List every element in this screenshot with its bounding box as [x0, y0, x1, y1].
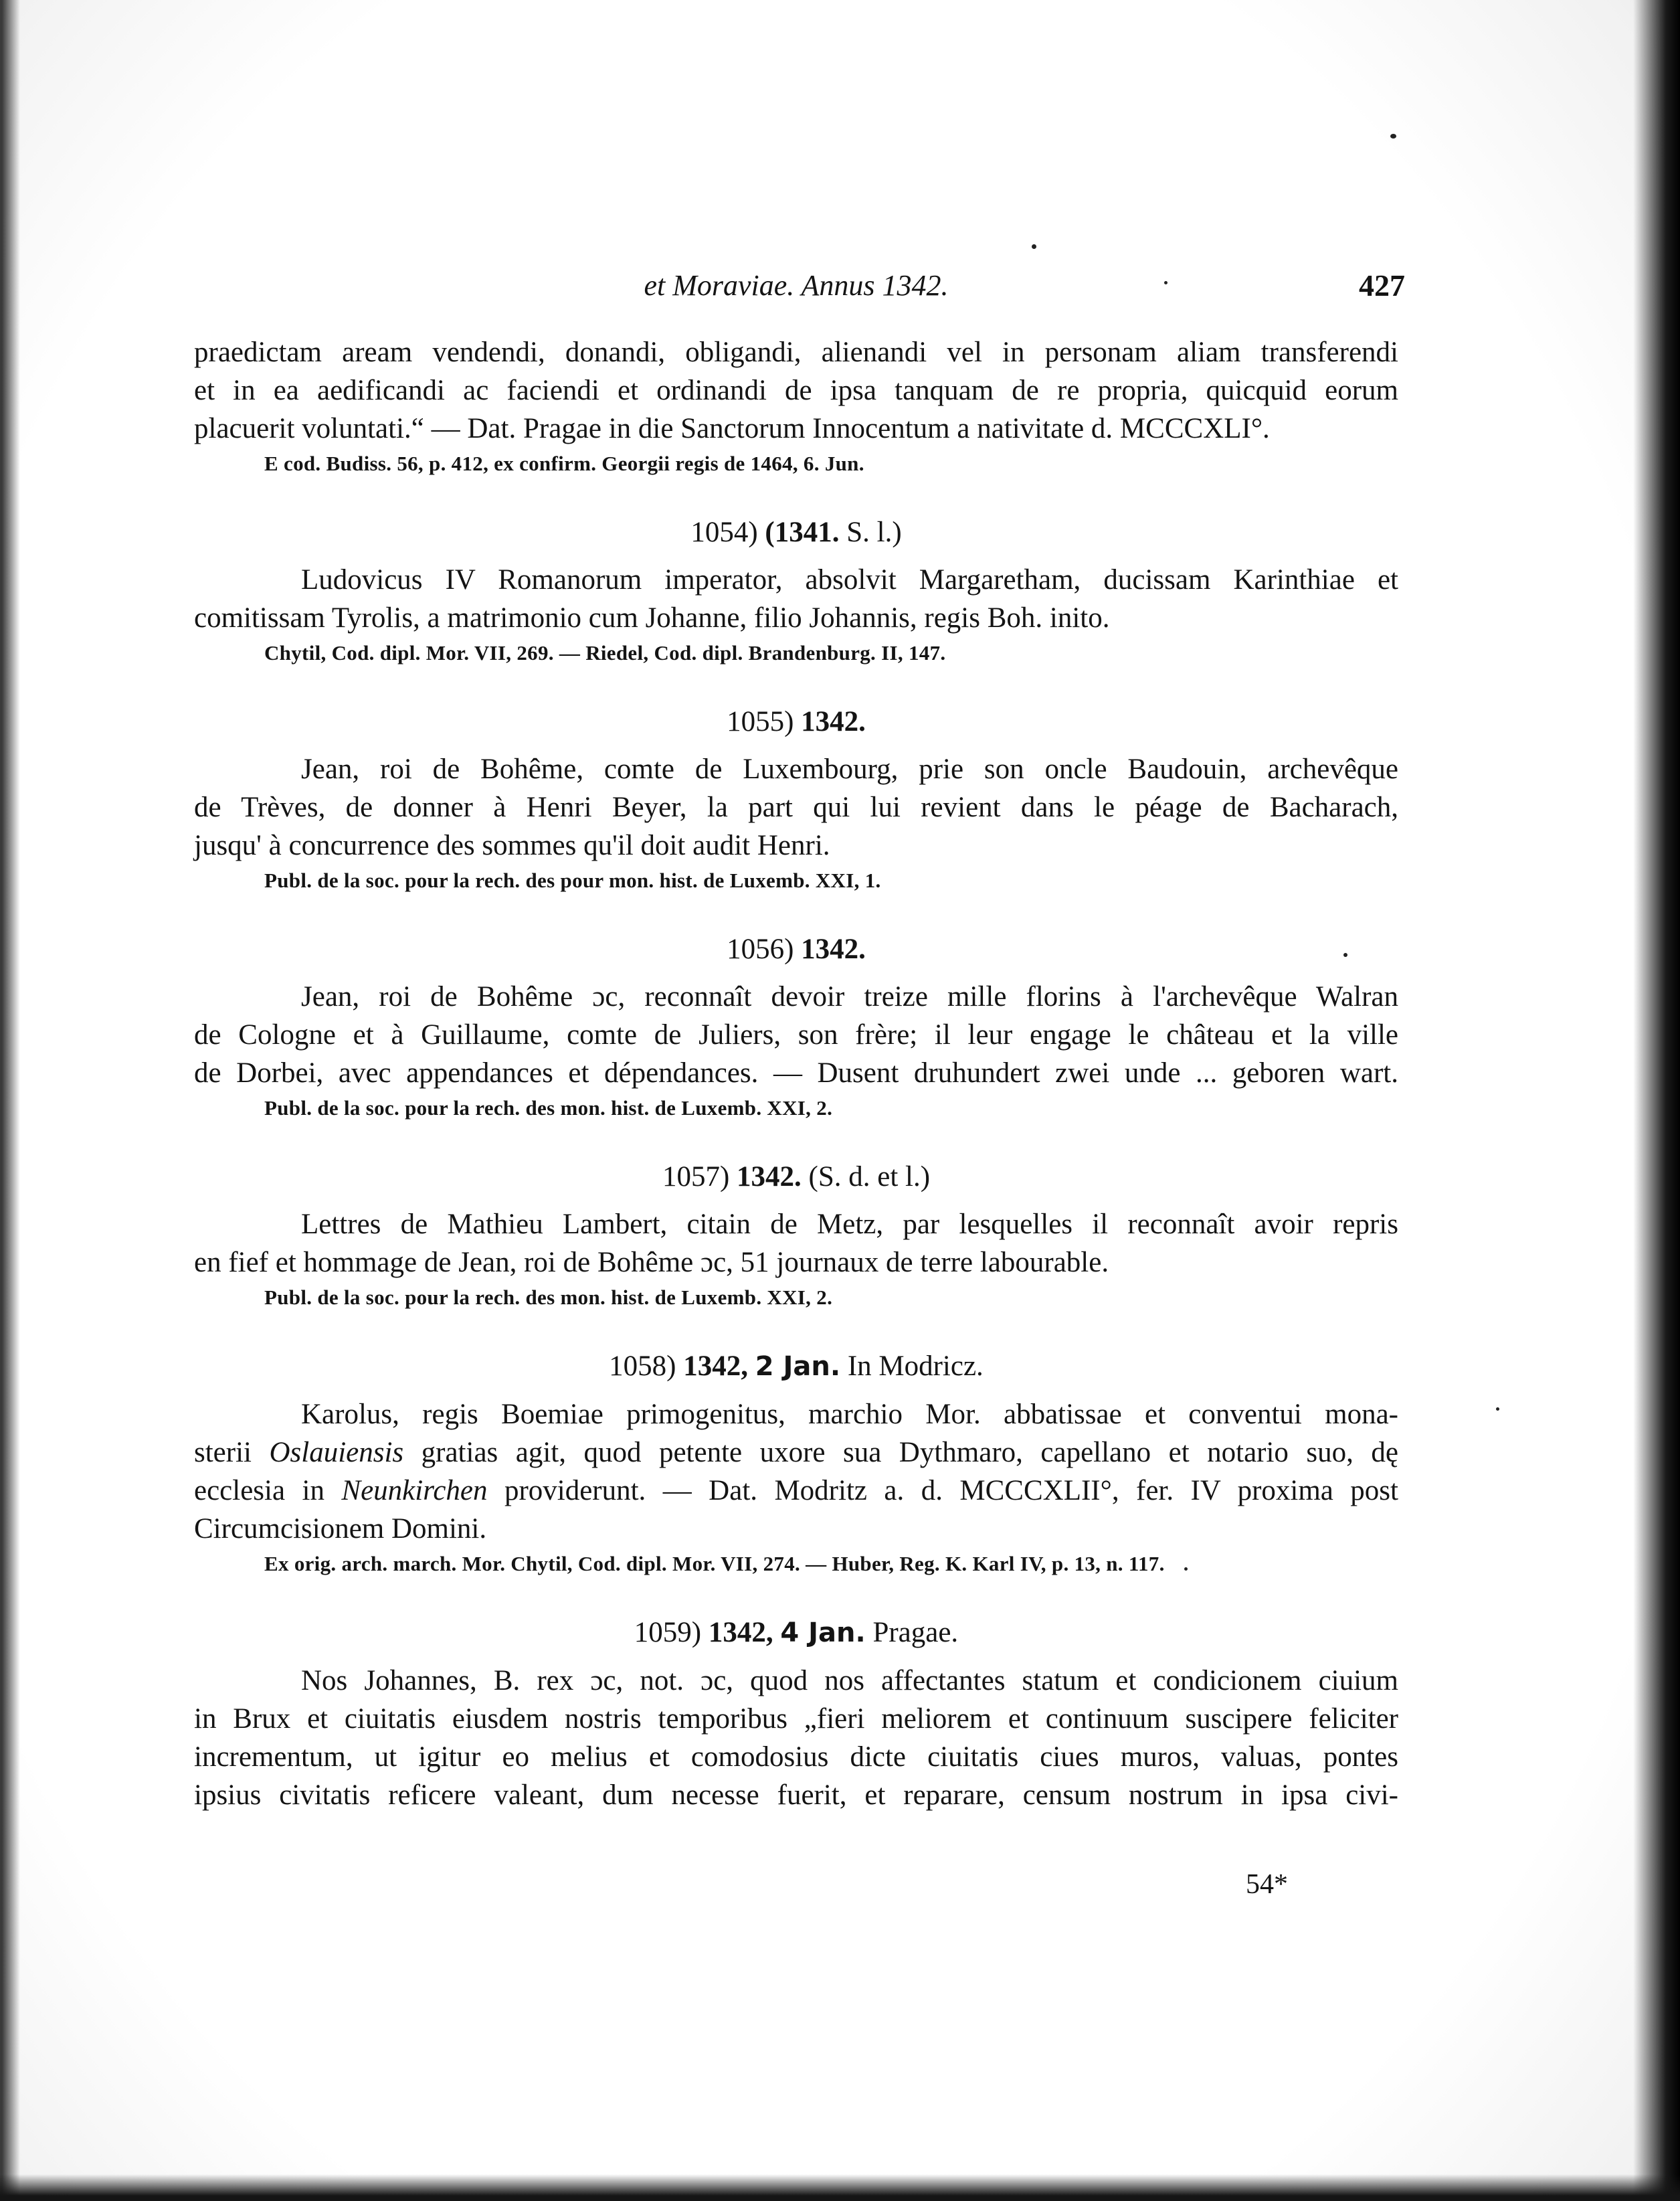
- place-name-italic: Oslauiensis: [269, 1437, 404, 1468]
- entry-place: S. l.): [846, 517, 902, 548]
- text-line: comitissam Tyrolis, a matrimonio cum Johanne, filio Johannis, regis Boh. inito.: [194, 602, 1110, 634]
- entry-place: Pragae.: [872, 1617, 959, 1648]
- scan-shadow-bottom: [0, 2174, 1680, 2201]
- source-citation: Publ. de la soc. pour la rech. des mon. hist. de Luxemb. XXI, 2.: [264, 1286, 833, 1309]
- text-line: de Dorbei, avec appendances et dépendances. — Dusent druhundert zwei unde ... geboren wart.: [194, 1057, 1398, 1089]
- entry-year: 1342,: [708, 1617, 773, 1648]
- text-line: Nos Johannes, B. rex ɔc, not. ɔc, quod nos affectantes statum et condicionem ciuium: [301, 1665, 1398, 1696]
- entry-number: 1056): [727, 934, 794, 965]
- entry-number: 1054): [690, 517, 758, 548]
- entry-number: 1059): [634, 1617, 702, 1648]
- entry-date: 2 Jan.: [755, 1351, 841, 1382]
- page-body: [194, 333, 1398, 1814]
- entry-year: 1342.: [737, 1161, 802, 1193]
- text-line: Jean, roi de Bohême ɔc, reconnaît devoir treize mille florins à l'archevêque Walran: [301, 981, 1398, 1013]
- entry-heading: [194, 513, 1398, 551]
- entry-text: [194, 750, 1398, 865]
- text-line: Ludovicus IV Romanorum imperator, absolvit Margaretham, ducissam Karinthiae et: [301, 564, 1398, 596]
- scan-speck: [1496, 1407, 1499, 1411]
- scan-shadow-left: [0, 0, 20, 2201]
- entry-year: 1342,: [683, 1350, 748, 1382]
- running-head: [194, 266, 1405, 313]
- text-line: in Brux et ciuitatis eiusdem nostris temporibus „fieri meliorem et continuum suscipere feliciter: [194, 1703, 1398, 1735]
- entry-heading: [194, 703, 1398, 741]
- entry-heading: [194, 930, 1398, 968]
- entry-date: 4 Jan.: [780, 1617, 866, 1648]
- scan-shadow-right: [1633, 0, 1680, 2201]
- entry-text: [194, 561, 1398, 637]
- text-segment: sterii: [194, 1437, 270, 1468]
- entry-heading: [194, 1613, 1398, 1652]
- text-segment: Circumcisionem Domini.: [194, 1513, 487, 1545]
- entry-number: 1057): [662, 1161, 730, 1193]
- text-line: de Trèves, de donner à Henri Beyer, la part qui lui revient dans le péage de Bacharach,: [194, 792, 1398, 823]
- text-line: jusqu' à concurrence des sommes qu'il doit audit Henri.: [194, 830, 830, 861]
- source-citation: Publ. de la soc. pour la rech. des pour mon. hist. de Luxemb. XXI, 1.: [264, 869, 881, 892]
- text-line: et in ea aedificandi ac faciendi et ordinandi de ipsa tanquam de re propria, quicquid eorum: [194, 375, 1398, 406]
- text-segment: Karolus, regis Boemiae primogenitus, marchio Mor. abbatissae et conventui mona-: [301, 1399, 1398, 1430]
- place-name-italic: Neunkirchen: [341, 1475, 488, 1506]
- entry-year: (1341.: [765, 517, 840, 548]
- text-line: ipsius civitatis reficere valeant, dum necesse fuerit, et reparare, censum nostrum in ipsa civi-: [194, 1779, 1398, 1811]
- text-line: en fief et hommage de Jean, roi de Bohême ɔc, 51 journaux de terre labourable.: [194, 1247, 1109, 1278]
- text-line: incrementum, ut igitur eo melius et comodosius dicte ciuitatis ciues muros, valuas, pontes: [194, 1741, 1398, 1773]
- entry-number: 1055): [727, 706, 794, 737]
- scan-speck: [1032, 244, 1036, 249]
- text-line: placuerit voluntati.“ — Dat. Pragae in die Sanctorum Innocentum a nativitate d. MCCCXLI°.: [194, 413, 1270, 444]
- text-line: [194, 1472, 1398, 1510]
- source-citation: Ex orig. arch. march. Mor. Chytil, Cod. dipl. Mor. VII, 274. — Huber, Reg. K. Karl IV, p. 13, n. 117.: [264, 1552, 1165, 1575]
- text-line: [194, 1510, 1398, 1548]
- text-line: [194, 1433, 1398, 1472]
- source-citation: E cod. Budiss. 56, p. 412, ex confirm. Georgii regis de 1464, 6. Jun.: [264, 452, 864, 475]
- signature-mark: 54*: [1246, 1869, 1288, 1900]
- text-segment: gratias agit, quod petente uxore sua Dythmaro, capellano et notario suo, dę: [403, 1437, 1398, 1468]
- entry-text: [194, 1662, 1398, 1814]
- source-citation: Chytil, Cod. dipl. Mor. VII, 269. — Riedel, Cod. dipl. Brandenburg. II, 147.: [264, 641, 946, 665]
- entry-heading: [194, 1158, 1398, 1196]
- text-line: Jean, roi de Bohême, comte de Luxembourg, prie son oncle Baudouin, archevêque: [301, 754, 1398, 785]
- entry-year: 1342.: [801, 706, 866, 737]
- entry-text: [194, 1395, 1398, 1548]
- entry-text: [194, 1205, 1398, 1282]
- entry-text: [194, 978, 1398, 1092]
- text-line: praedictam aream vendendi, donandi, obligandi, alienandi vel in personam aliam transferendi: [194, 337, 1398, 368]
- text-line: [194, 1395, 1398, 1433]
- page-number: 427: [1359, 268, 1405, 302]
- entry-heading: [194, 1347, 1398, 1386]
- text-segment: ecclesia in: [194, 1475, 342, 1506]
- entry-number: 1058): [609, 1350, 676, 1382]
- running-title: et Moraviae. Annus 1342.: [644, 269, 949, 302]
- entry-place: In Modricz.: [847, 1350, 984, 1382]
- text-segment: providerunt. — Dat. Modritz a. d. MCCCXLII°, fer. IV proxima post: [487, 1475, 1398, 1506]
- entry-place: (S. d. et l.): [808, 1161, 931, 1193]
- intro-paragraph: [194, 333, 1398, 448]
- text-line: de Cologne et à Guillaume, comte de Juliers, son frère; il leur engage le château et la ville: [194, 1019, 1398, 1051]
- source-citation: Publ. de la soc. pour la rech. des mon. hist. de Luxemb. XXI, 2.: [264, 1096, 833, 1120]
- scan-speck: [1390, 134, 1396, 139]
- entry-year: 1342.: [801, 934, 866, 965]
- text-line: Lettres de Mathieu Lambert, citain de Metz, par lesquelles il reconnaît avoir repris: [301, 1209, 1398, 1240]
